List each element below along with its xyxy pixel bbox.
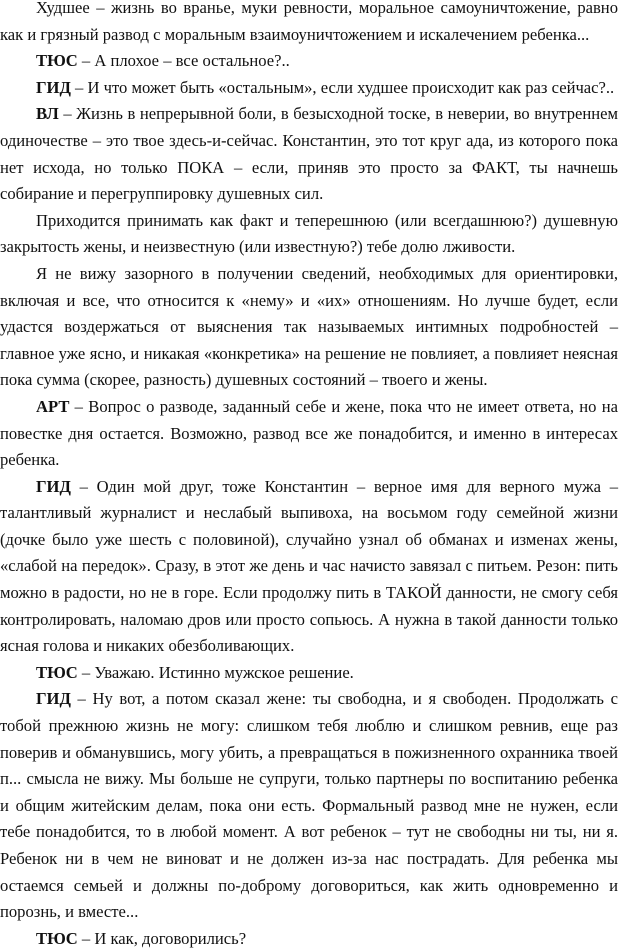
speaker-label: ГИД [36, 476, 71, 496]
paragraph-text: Приходится принимать как факт и теперешнюю (или всегдашнюю?) душевную закрытость жены, и неизвестную (или известную?) тебе долю лживости. [0, 210, 618, 257]
dialogue-line [0, 101, 618, 207]
speaker-label: ТЮС [36, 662, 78, 682]
dialogue-line [0, 660, 618, 687]
dialogue-line [0, 394, 618, 474]
paragraph-text: Я не вижу зазорного в получении сведений, необходимых для ориентировки, включая и все, что относится к «нему» и «их» отношениям. Но лучше будет, если удастся воздержаться от выяснения так называемых интимных подробностей – главное уже ясно, и никакая «конкретика» на решение не повлияет, а повлияет неясная пока сумма (скорее, разность) душевных состояний – твоего и жены. [0, 263, 618, 390]
paragraph-text: – И как, договорились? [77, 928, 247, 948]
paragraph [0, 208, 618, 261]
paragraph-text: – Ну вот, а потом сказал жене: ты свободна, и я свободен. Продолжать с тобой прежнюю жизнь не могу: слишком тебя люблю и слишком ревнив, еще раз поверив и обманувшись, могу убить, а превращаться в пожизненного охранника твоей п... смысла не вижу. Мы больше не супруги, только партнеры по воспитанию ребенка и общим житейским делам, пока они есть. Формальный развод мне не нужен, если тебе понадобится, то в любой момент. А вот ребенок – тут не свободны ни ты, ни я. Ребенок ни в чем не виноват и не должен из-за нас пострадать. Для ребенка мы остаемся семьей и должны по-доброму договориться, как жить одновременно и порознь, и вместе... [0, 689, 618, 922]
paragraph [0, 261, 618, 394]
speaker-label: ТЮС [36, 51, 78, 71]
paragraph [0, 0, 618, 48]
dialogue-line [0, 474, 618, 660]
paragraph-text: – А плохое – все остальное?.. [77, 51, 290, 71]
speaker-label: ВЛ [36, 104, 59, 124]
dialogue-line [0, 686, 618, 925]
speaker-label: АРТ [36, 396, 70, 416]
speaker-label: ГИД [36, 77, 71, 97]
paragraph-text: Худшее – жизнь во вранье, муки ревности, моральное самоуничтожение, равно как и грязный развод с моральным взаимоуничтожением и искалечением ребенка... [0, 0, 618, 44]
speaker-label: ТЮС [36, 928, 78, 948]
paragraph-text: – Вопрос о разводе, заданный себе и жене, пока что не имеет ответа, но на повестке дня остается. Возможно, развод все же понадобится, и именно в интересах ребенка. [0, 396, 618, 470]
dialogue-line [0, 926, 618, 952]
dialogue-line [0, 48, 618, 75]
dialogue-line [0, 75, 618, 102]
paragraph-text: – Жизнь в непрерывной боли, в безысходной тоске, в неверии, во внутреннем одиночестве – это твое здесь-и-сейчас. Константин, это тот круг ада, из которого пока нет исхода, но только ПОКА – если, приняв это просто за ФАКТ, ты начнешь собирание и перегруппировку душевных сил. [0, 104, 618, 204]
paragraph-text: – И что может быть «остальным», если худшее происходит как раз сейчас?.. [70, 77, 615, 97]
paragraph-text: – Уважаю. Истинно мужское решение. [77, 662, 354, 682]
paragraph-text: – Один мой друг, тоже Константин – верное имя для верного мужа – талантливый журналист и неслабый выпивоха, на восьмом году семейной жизни (дочке было уже шесть с половиной), случайно узнал об обманах и изменах жены, «слабой на передок». Сразу, в этот же день и час начисто завязал с питьем. Резон: пить можно в радости, но не в горе. Если продолжу пить в ТАКОЙ данности, не смогу себя контролировать, наломаю дров или просто сопьюсь. А нужна в такой данности только ясная голова и никаких обезболивающих. [0, 476, 618, 656]
speaker-label: ГИД [36, 689, 71, 709]
